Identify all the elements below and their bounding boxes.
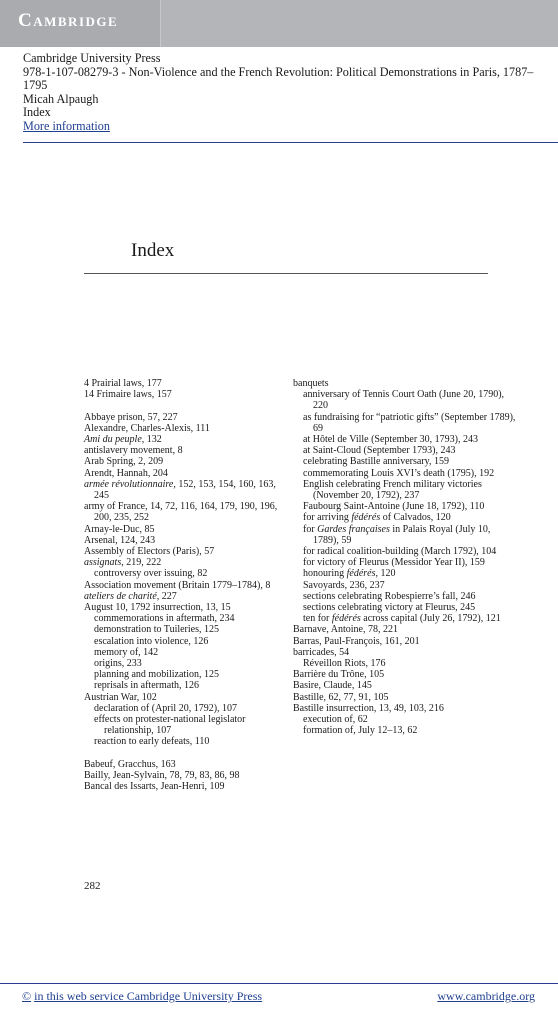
index-entry: Bancal des Issarts, Jean-Henri, 109 — [84, 781, 225, 793]
index-entry: 14 Frimaire laws, 157 — [84, 389, 172, 401]
index-entry: barricades, 54 — [293, 646, 350, 658]
index-subentry: celebrating Bastille anniversary, 159 — [303, 456, 449, 468]
index-entry: Assembly of Electors (Paris), 57 — [84, 546, 215, 558]
index-column-left — [84, 378, 280, 792]
index-subentry: at Hôtel de Ville (September 30, 1793), 243 — [303, 434, 479, 446]
index-entry: assignats, 219, 222 — [84, 557, 162, 569]
index-entry: Bailly, Jean-Sylvain, 78, 79, 83, 86, 98 — [84, 770, 240, 782]
publisher-name: Cambridge University Press — [23, 51, 161, 65]
index-entry: Arsenal, 124, 243 — [84, 534, 156, 546]
index-gap — [84, 400, 280, 411]
copyright-icon: © — [22, 989, 32, 1003]
footer-divider — [0, 983, 558, 984]
index-subentry: commemorations in aftermath, 234 — [94, 613, 235, 625]
index-entry: antislavery movement, 8 — [84, 445, 183, 457]
index-subentry: origins, 233 — [94, 658, 142, 670]
index-subentry: Savoyards, 236, 237 — [303, 579, 385, 591]
author-name: Micah Alpaugh — [23, 91, 99, 106]
index-entry: army of France, 14, 72, 116, 164, 179, 190, 196, 200, 235, 252 — [84, 501, 278, 524]
index-subentry: at Saint-Cloud (September 1793), 243 — [303, 445, 456, 457]
index-subentry: for radical coalition-building (March 1792), 104 — [303, 546, 497, 558]
index-subentry: Faubourg Saint-Antoine (June 18, 1792), 110 — [303, 501, 485, 513]
cambridge-logo: Cambridge — [18, 10, 119, 31]
index-entry: Arnay-le-Duc, 85 — [84, 523, 155, 535]
index-entry: Ami du peuple, 132 — [84, 434, 162, 445]
index-entry: Bastille, 62, 77, 91, 105 — [293, 691, 389, 703]
index-entry: 4 Prairial laws, 177 — [84, 378, 162, 389]
index-subentry: honouring fédérés, 120 — [303, 568, 396, 580]
page-title: Index — [131, 240, 175, 261]
index-entry: Association movement (Britain 1779–1784), 8 — [84, 579, 271, 591]
footer-copyright-link[interactable] — [22, 989, 262, 1004]
index-subentry: reprisals in aftermath, 126 — [94, 680, 199, 692]
index-entry: Barrière du Trône, 105 — [293, 669, 385, 681]
index-entry: Barnave, Antoine, 78, 221 — [293, 624, 398, 636]
index-subentry: controversy over issuing, 82 — [94, 568, 208, 580]
index-entry: Abbaye prison, 57, 227 — [84, 411, 178, 423]
index-subentry: reaction to early defeats, 110 — [94, 736, 210, 748]
index-entry: Arendt, Hannah, 204 — [84, 467, 168, 479]
logo-box — [0, 0, 161, 47]
index-entry: Arab Spring, 2, 209 — [84, 456, 164, 468]
index-entry: Alexandre, Charles-Alexis, 111 — [84, 422, 210, 434]
index-entry: Barras, Paul-François, 161, 201 — [293, 635, 420, 647]
index-column-right — [293, 378, 517, 737]
index-subentry: anniversary of Tennis Court Oath (June 20, 1790), 220 — [303, 389, 505, 412]
index-subentry: demonstration to Tuileries, 125 — [94, 624, 219, 636]
index-subentry: for Gardes françaises in Palais Royal (July 10, 1789), 59 — [303, 523, 491, 546]
index-subentry: sections celebrating Robespierre’s fall, 246 — [303, 590, 476, 602]
index-subentry: commemorating Louis XVI’s death (1795), 192 — [303, 467, 495, 479]
index-subentry: as fundraising for “patriotic gifts” (September 1789), 69 — [303, 411, 516, 434]
index-subentry: for arriving fédérés of Calvados, 120 — [303, 512, 451, 524]
more-information-link[interactable]: More information — [23, 118, 110, 133]
index-entry: banquets — [293, 378, 329, 389]
index-entry: ateliers de charité, 227 — [84, 590, 177, 602]
index-subentry: Réveillon Riots, 176 — [303, 658, 386, 670]
index-entry: armée révolutionnaire, 152, 153, 154, 160, 163, 245 — [84, 478, 276, 502]
index-subentry: ten for fédérés across capital (July 26, 1792), 121 — [303, 613, 501, 625]
index-entry: Basire, Claude, 145 — [293, 680, 372, 692]
publisher-banner — [0, 0, 558, 47]
index-entry: August 10, 1792 insurrection, 13, 15 — [84, 602, 231, 614]
footer-website-link[interactable]: www.cambridge.org — [437, 989, 535, 1003]
index-gap — [84, 748, 280, 759]
footer-copyright-text: in this web service Cambridge University Press — [34, 989, 263, 1003]
section-name: Index — [23, 105, 51, 120]
title-rule — [84, 273, 488, 274]
index-subentry: effects on protester-national legislator relationship, 107 — [94, 714, 246, 737]
page-number: 282 — [84, 880, 101, 892]
index-subentry: memory of, 142 — [94, 646, 159, 658]
index-subentry: execution of, 62 — [303, 714, 368, 726]
index-entry: Bastille insurrection, 13, 49, 103, 216 — [293, 702, 444, 714]
index-entry: Babeuf, Gracchus, 163 — [84, 758, 176, 770]
index-subentry: planning and mobilization, 125 — [94, 669, 219, 681]
index-subentry: formation of, July 12–13, 62 — [303, 725, 418, 737]
book-title-line: 978-1-107-08279-3 - Non-Violence and the French Revolution: Political Demonstrations in Paris, 1787–1795 — [23, 64, 534, 93]
index-subentry: for victory of Fleurus (Messidor Year II), 159 — [303, 557, 485, 569]
book-metadata — [23, 52, 543, 134]
index-subentry: English celebrating French military victories (November 20, 1792), 237 — [303, 478, 482, 502]
index-entry: Austrian War, 102 — [84, 691, 157, 703]
index-subentry: sections celebrating victory at Fleurus, 245 — [303, 602, 476, 614]
index-subentry: escalation into violence, 126 — [94, 635, 209, 647]
header-divider — [23, 142, 558, 143]
index-subentry: declaration of (April 20, 1792), 107 — [94, 702, 238, 714]
